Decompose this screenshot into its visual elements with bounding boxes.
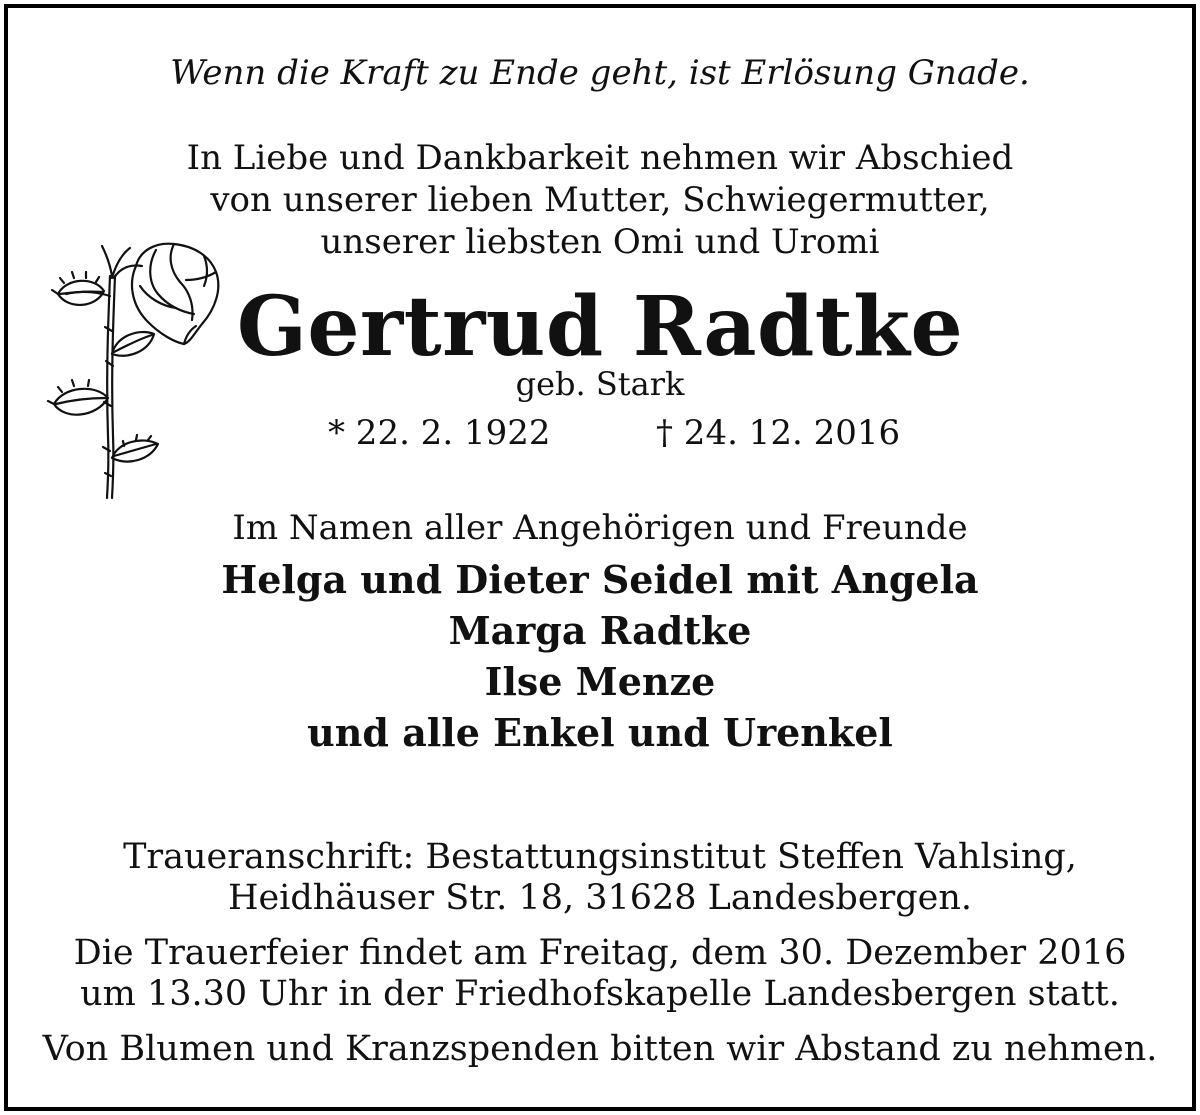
mourner-name: und alle Enkel und Urenkel <box>307 710 893 755</box>
obituary-notice <box>4 4 1196 1111</box>
birth-date: * 22. 2. 1922 <box>328 413 551 453</box>
deceased-name: Gertrud Radtke <box>236 279 964 375</box>
address-line: Traueranschrift: Bestattungsinstitut Steffen Vahlsing, <box>123 837 1077 877</box>
death-date: † 24. 12. 2016 <box>656 413 901 453</box>
mourner-name: Helga und Dieter Seidel mit Angela <box>221 557 979 602</box>
maiden-name: geb. Stark <box>515 365 685 403</box>
closing-note: Von Blumen und Kranzspenden bitten wir Abstand zu nehmen. <box>42 1029 1158 1069</box>
intro-line: In Liebe und Dankbarkeit nehmen wir Abschied <box>186 138 1014 178</box>
ceremony-line: um 13.30 Uhr in der Friedhofskapelle Landesbergen statt. <box>80 974 1120 1014</box>
intro-line: unserer liebsten Omi und Uromi <box>320 222 880 262</box>
motto: Wenn die Kraft zu Ende geht, ist Erlösung Gnade. <box>170 53 1030 93</box>
mourner-name: Ilse Menze <box>484 659 716 704</box>
intro-line: von unserer lieben Mutter, Schwiegermutter, <box>210 180 990 220</box>
ceremony-line: Die Trauerfeier findet am Freitag, dem 30. Dezember 2016 <box>73 933 1127 973</box>
mourner-name: Marga Radtke <box>448 608 752 653</box>
address-line: Heidhäuser Str. 18, 31628 Landesbergen. <box>227 878 973 918</box>
mourners-intro: Im Namen aller Angehörigen und Freunde <box>232 508 968 548</box>
